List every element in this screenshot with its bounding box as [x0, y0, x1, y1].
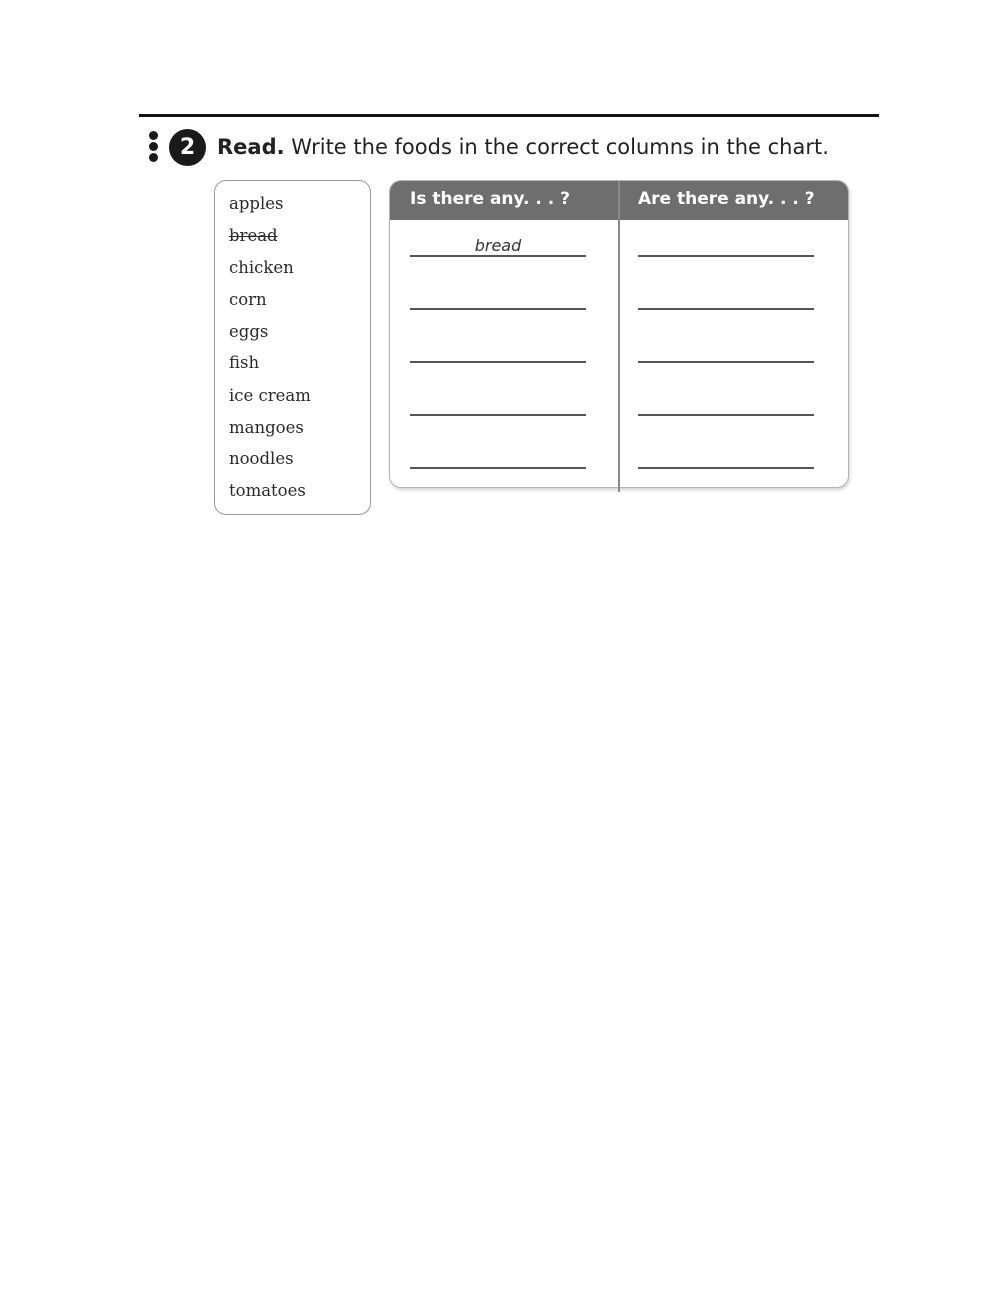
word-box-item: eggs	[229, 322, 269, 341]
word-box-item: tomatoes	[229, 481, 306, 500]
answer-blank[interactable]	[410, 255, 586, 257]
word-box-item: corn	[229, 290, 267, 309]
word-box-item: chicken	[229, 258, 294, 277]
top-rule	[139, 114, 879, 117]
exercise-marker-icon	[149, 131, 159, 163]
column-header-are-there-any: Are there any. . . ?	[638, 189, 815, 209]
answer-chart	[389, 180, 849, 488]
answer-blank[interactable]	[638, 361, 814, 363]
column-divider-tail	[618, 484, 620, 492]
answer-blank[interactable]	[410, 361, 586, 363]
exercise-instruction	[217, 133, 829, 161]
column-divider	[618, 181, 620, 487]
word-box-item: ice cream	[229, 386, 311, 405]
instruction-text: Write the foods in the correct columns in the chart.	[291, 135, 829, 159]
word-box-item: bread	[229, 226, 278, 245]
answer-blank[interactable]	[638, 467, 814, 469]
word-box	[214, 180, 371, 515]
answer-blank[interactable]	[410, 308, 586, 310]
answer-blank[interactable]	[410, 414, 586, 416]
instruction-bold: Read.	[217, 135, 285, 159]
answer-blank[interactable]	[638, 308, 814, 310]
word-box-item: apples	[229, 194, 284, 213]
column-header-is-there-any: Is there any. . . ?	[410, 189, 571, 209]
answer-blank[interactable]	[638, 414, 814, 416]
word-box-item: noodles	[229, 449, 294, 468]
answer-text: bread	[474, 236, 522, 255]
word-box-item: fish	[229, 353, 260, 372]
exercise-number-badge: 2	[169, 129, 206, 166]
word-box-item: mangoes	[229, 418, 304, 437]
answer-blank[interactable]	[638, 255, 814, 257]
answer-blank[interactable]	[410, 467, 586, 469]
